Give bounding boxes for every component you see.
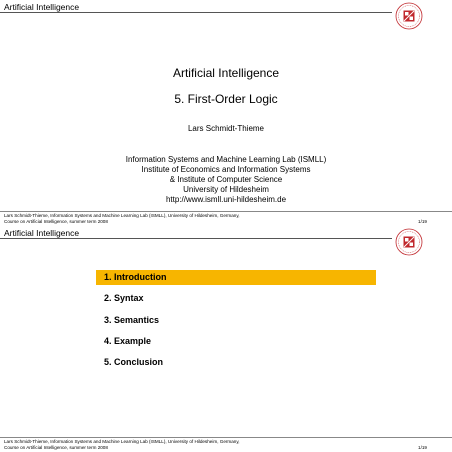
affiliation-line: & Institute of Computer Science xyxy=(169,175,283,184)
outline-slide xyxy=(0,226,452,452)
footer-line: Course on Artificial Intelligence, summer term 2008 xyxy=(4,218,108,224)
outline-item-conclusion[interactable]: 5. Conclusion xyxy=(104,357,164,368)
affiliation-line: Institute of Economics and Information Systems xyxy=(141,165,311,174)
footer-line: Course on Artificial Intelligence, summer term 2008 xyxy=(4,444,108,450)
footer-divider xyxy=(0,437,452,438)
outline-item-semantics[interactable]: 3. Semantics xyxy=(104,314,160,325)
affiliation-block xyxy=(0,155,452,205)
outline-list xyxy=(96,270,376,376)
slide-header-title: Artificial Intelligence xyxy=(4,228,80,238)
slide-header-title: Artificial Intelligence xyxy=(4,2,80,12)
slide-footer xyxy=(4,213,240,224)
outline-item-introduction[interactable]: 1. Introduction xyxy=(96,270,376,285)
university-seal-icon xyxy=(395,2,423,30)
page-number: 1/19 xyxy=(418,444,427,450)
outline-item-syntax[interactable]: 2. Syntax xyxy=(104,293,144,304)
affiliation-url[interactable]: http://www.ismll.uni-hildesheim.de xyxy=(165,195,287,204)
header-divider xyxy=(0,12,392,13)
footer-divider xyxy=(0,211,452,212)
header-divider xyxy=(0,238,392,239)
affiliation-line: University of Hildesheim xyxy=(183,185,269,194)
footer-line: Lars Schmidt-Thieme, Information Systems and Machine Learning Lab (ISMLL), University of Hildesheim, Germany, xyxy=(4,213,240,218)
outline-item-example[interactable]: 4. Example xyxy=(104,335,152,346)
slide-footer xyxy=(4,439,240,450)
author-name: Lars Schmidt-Thieme xyxy=(187,124,265,133)
university-seal-icon xyxy=(395,228,423,256)
page-number: 1/19 xyxy=(418,218,427,224)
affiliation-line: Information Systems and Machine Learning Lab (ISMLL) xyxy=(125,155,327,164)
slide-subtitle: 5. First-Order Logic xyxy=(174,92,278,106)
footer-line: Lars Schmidt-Thieme, Information Systems and Machine Learning Lab (ISMLL), University of Hildesheim, Germany, xyxy=(4,439,240,444)
slide-title: Artificial Intelligence xyxy=(172,66,280,80)
